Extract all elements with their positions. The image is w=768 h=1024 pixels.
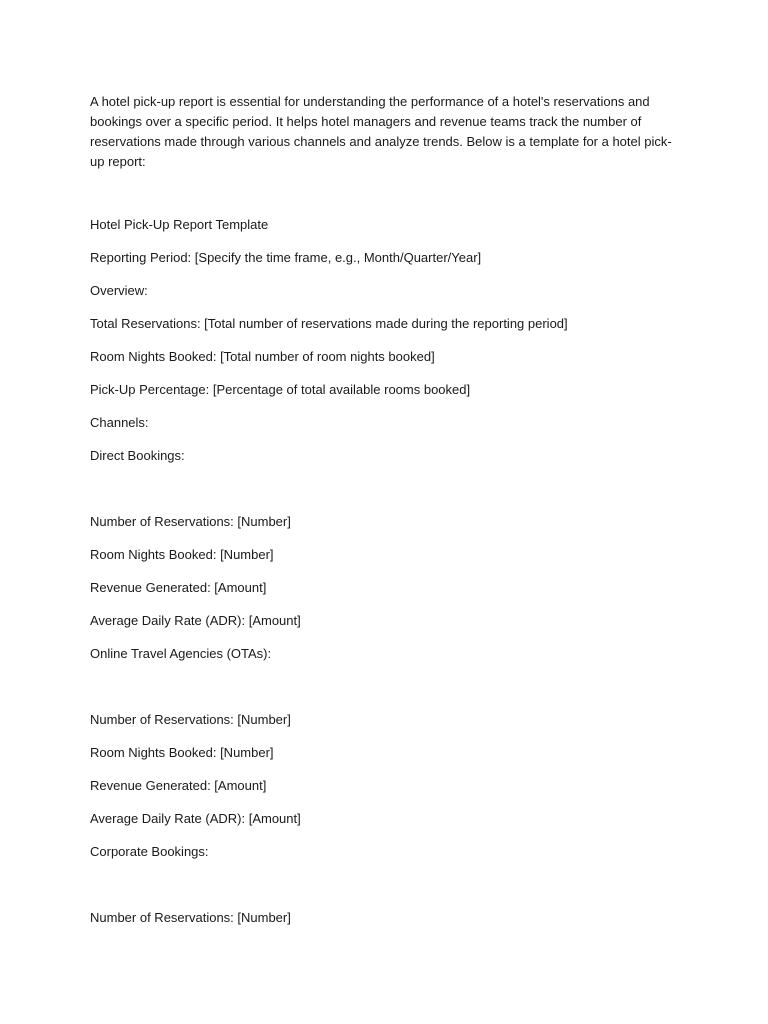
intro-paragraph: A hotel pick-up report is essential for understanding the performance of a hotel's reservations and bookings over a specific period. It helps hotel managers and revenue teams track the number of reservations made through various channels and analyze trends. Below is a template for a hotel pick-up report: [90, 94, 672, 169]
ota-heading: Online Travel Agencies (OTAs): [90, 646, 272, 661]
corporate-heading: Corporate Bookings: [90, 844, 209, 859]
report-title: Hotel Pick-Up Report Template [90, 217, 269, 232]
direct-bookings-heading: Direct Bookings: [90, 448, 185, 463]
document-body [90, 92, 680, 941]
direct-room-nights-line: Room Nights Booked: [Number] [90, 547, 274, 562]
direct-reservations-line: Number of Reservations: [Number] [90, 514, 291, 529]
room-nights-line: Room Nights Booked: [Total number of room nights booked] [90, 349, 435, 364]
reporting-period-line: Reporting Period: [Specify the time frame, e.g., Month/Quarter/Year] [90, 250, 482, 265]
total-reservations-line: Total Reservations: [Total number of reservations made during the reporting period] [90, 316, 568, 331]
overview-heading: Overview: [90, 283, 148, 298]
channels-heading: Channels: [90, 415, 149, 430]
pickup-percentage-line: Pick-Up Percentage: [Percentage of total available rooms booked] [90, 382, 471, 397]
ota-reservations-line: Number of Reservations: [Number] [90, 712, 291, 727]
ota-revenue-line: Revenue Generated: [Amount] [90, 778, 267, 793]
direct-revenue-line: Revenue Generated: [Amount] [90, 580, 267, 595]
ota-room-nights-line: Room Nights Booked: [Number] [90, 745, 274, 760]
corporate-reservations-line: Number of Reservations: [Number] [90, 910, 291, 925]
direct-adr-line: Average Daily Rate (ADR): [Amount] [90, 613, 301, 628]
ota-adr-line: Average Daily Rate (ADR): [Amount] [90, 811, 301, 826]
